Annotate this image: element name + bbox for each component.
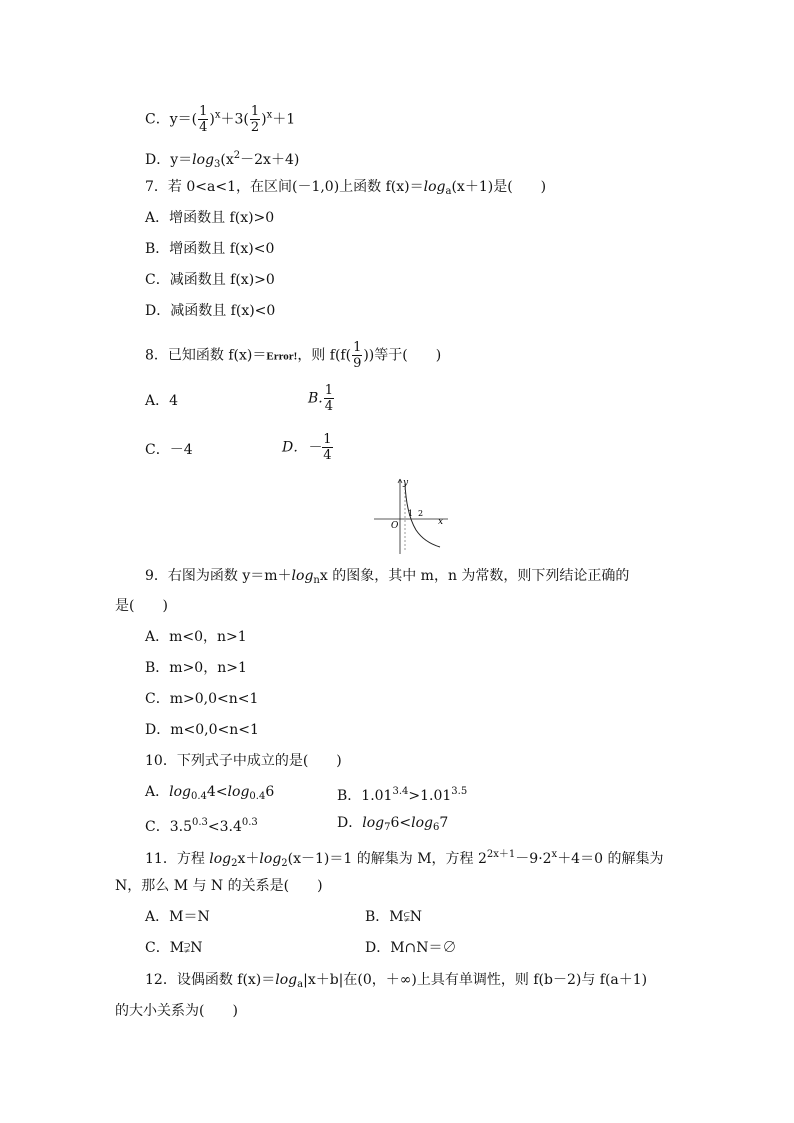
tick-1: 1 bbox=[408, 509, 414, 518]
q9-option-a: A．m<0，n>1 bbox=[145, 629, 247, 645]
q6-option-d: D．$y=\log_3(x^2-2x+4)$ bbox=[145, 150, 300, 170]
q8-stem: 8．已知函数 f(x)＝Error!，则 f(f( $\frac{1}{9}$ ))等于( ) bbox=[145, 340, 442, 371]
q10-option-d: D．$\log_76<\log_67$ bbox=[337, 815, 449, 833]
q7-option-b: B．增函数且 f(x)<0 bbox=[145, 241, 275, 257]
fraction: $\frac{1}{9}$ bbox=[353, 340, 362, 371]
q11-option-d: D．M∩N＝∅ bbox=[365, 940, 457, 956]
q9-stem-cont: 是( ) bbox=[115, 598, 168, 614]
y-label: y bbox=[403, 478, 409, 488]
tick-2: 2 bbox=[418, 509, 424, 518]
q7-option-a: A．增函数且 f(x)>0 bbox=[145, 210, 275, 226]
q9-option-d: D．m<0,0<n<1 bbox=[145, 722, 259, 738]
q11-option-a: A．M＝N bbox=[145, 909, 210, 925]
q11-option-b: B．M⫋N bbox=[365, 909, 423, 925]
q10-option-a: A．$\log_{0.4}4<\log_{0.4}6$ bbox=[145, 784, 275, 802]
q12-stem: 12．设偶函数 $f(x)=\log_a|x+b|$在(0，＋∞)上具有单调性，则 f(b－2)与 f(a＋1) bbox=[145, 972, 648, 990]
q12-stem-cont: 的大小关系为( ) bbox=[115, 1003, 238, 1019]
q8-option-c: C．－4 bbox=[145, 442, 193, 458]
q10-stem: 10．下列式子中成立的是( ) bbox=[145, 753, 342, 769]
origin-label: O bbox=[391, 521, 399, 531]
q6-option-c: C．y＝( $\frac{1}{4}$ )$^x$＋3( $\frac{1}{2}$ )$^x$＋1 bbox=[145, 104, 296, 135]
q7-option-c: C．减函数且 f(x)>0 bbox=[145, 272, 275, 288]
q11-option-c: C．M⫌N bbox=[145, 940, 203, 956]
q7-stem: 7．若 0<a<1，在区间(－1,0)上函数 $f(x)=\log_a(x+1)$是( ) bbox=[145, 179, 547, 197]
q8-option-a: A．4 bbox=[145, 393, 179, 409]
q11-stem-cont: N，那么 M 与 N 的关系是( ) bbox=[115, 878, 323, 894]
q7-option-d: D．减函数且 f(x)<0 bbox=[145, 303, 276, 319]
x-label: x bbox=[438, 517, 444, 527]
q8-option-b: B. $\frac{1}{4}$ bbox=[308, 383, 334, 414]
error-field: Error! bbox=[266, 350, 298, 363]
q11-stem: 11．方程 $\log_2x+\log_2(x-1)=1$ 的解集为 M，方程 $2^{2x+1}-9\cdot 2^x+4=0$ 的解集为 bbox=[145, 849, 664, 869]
q8-option-d: D．－ $\frac{1}{4}$ bbox=[282, 432, 332, 463]
q9-stem: 9．右图为函数 $y=m+\log_nx$ 的图象，其中 m，n 为常数，则下列结论正确的 bbox=[145, 568, 630, 586]
fraction: $\frac{1}{4}$ bbox=[199, 104, 208, 135]
q9-option-c: C．m>0,0<n<1 bbox=[145, 691, 259, 707]
fraction: $\frac{1}{4}$ bbox=[323, 432, 332, 463]
function-graph bbox=[372, 476, 452, 556]
fraction: $\frac{1}{4}$ bbox=[324, 383, 334, 414]
fraction: $\frac{1}{2}$ bbox=[250, 104, 260, 135]
q9-option-b: B．m>0，n>1 bbox=[145, 660, 247, 676]
q10-option-b: B．$1.01^{3.4}>1.01^{3.5}$ bbox=[337, 786, 468, 804]
q10-option-c: C．$3.5^{0.3}<3.4^{0.3}$ bbox=[145, 817, 258, 835]
